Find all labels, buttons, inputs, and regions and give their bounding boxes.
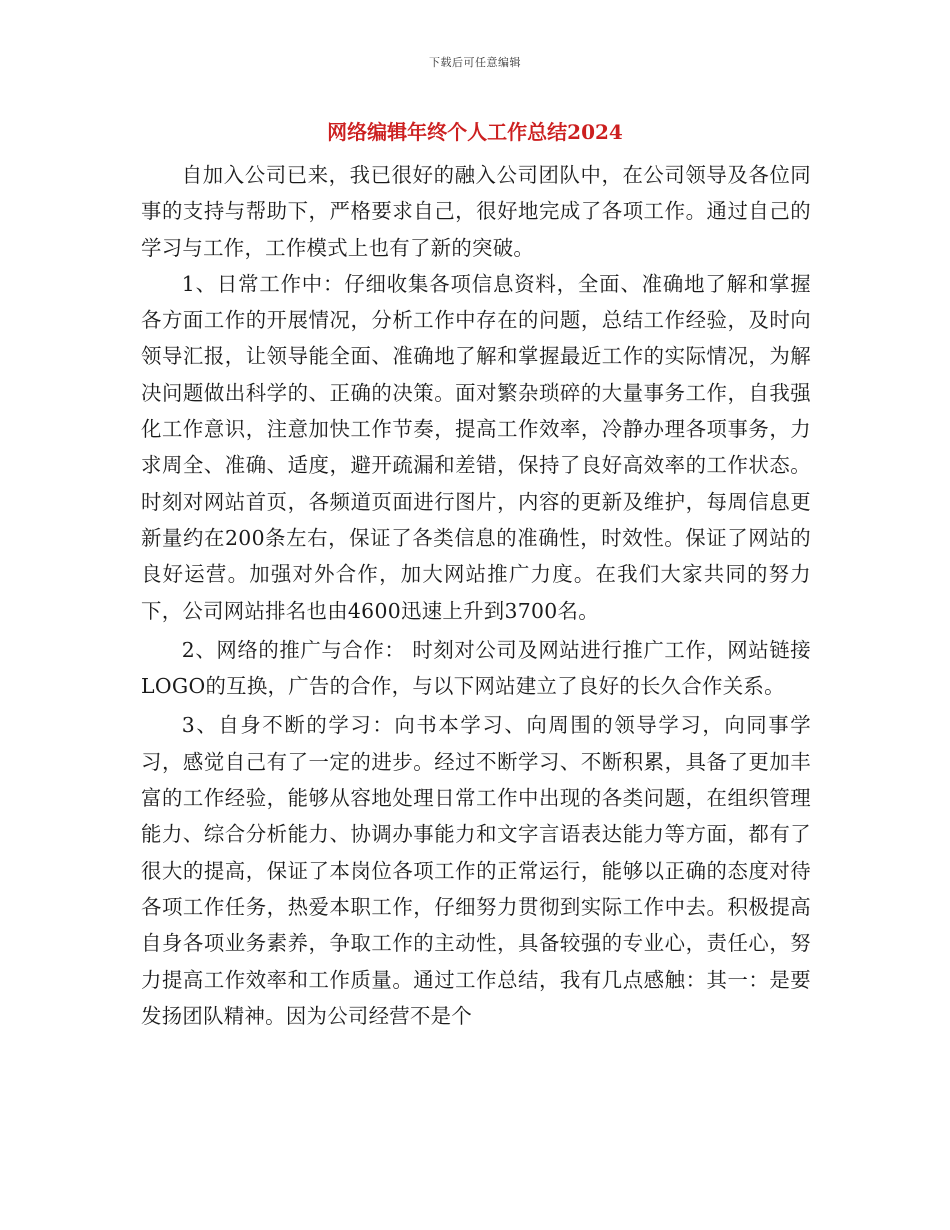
paragraph-self-learning: 3、自身不断的学习：向书本学习、向周围的领导学习，向同事学习，感觉自己有了一定的进步。经过不断学习、不断积累，具备了更加丰富的工作经验，能够从容地处理日常工作中出现的各类问题，在组织管理能力、综合分析能力、协调办事能力和文字言语表达能力等方面，都有了很大的提高，保证了本岗位各项工作的正常运行，能够以正确的态度对待各项工作任务，热爱本职工作，仔细努力贯彻到实际工作中去。积极提高自身各项业务素养，争取工作的主动性，具备较强的专业心，责任心，努力提高工作效率和工作质量。通过工作总结，我有几点感触：其一：是要发扬团队精神。因为公司经营不是个 <box>141 713 811 1028</box>
document-title: 网络编辑年终个人工作总结2024 <box>327 120 623 144</box>
document-body <box>141 157 811 1034</box>
page-header-note: 下载后可任意编辑 <box>429 56 521 69</box>
paragraph-daily-work: 1、日常工作中：仔细收集各项信息资料，全面、准确地了解和掌握各方面工作的开展情况，分析工作中存在的问题，总结工作经验，及时向领导汇报，让领导能全面、准确地了解和掌握最近工作的实际情况，为解决问题做出科学的、正确的决策。面对繁杂琐碎的大量事务工作，自我强化工作意识，注意加快工作节奏，提高工作效率，冷静办理各项事务，力求周全、准确、适度，避开疏漏和差错，保持了良好高效率的工作状态。时刻对网站首页，各频道页面进行图片，内容的更新及维护，每周信息更新量约在200条左右，保证了各类信息的准确性，时效性。保证了网站的良好运营。加强对外合作，加大网站推广力度。在我们大家共同的努力下，公司网站排名也由4600迅速上升到3700名。 <box>141 271 811 623</box>
paragraph-intro: 自加入公司已来，我已很好的融入公司团队中，在公司领导及各位同事的支持与帮助下，严格要求自己，很好地完成了各项工作。通过自己的学习与工作，工作模式上也有了新的突破。 <box>141 163 811 260</box>
paragraph-promotion: 2、网络的推广与合作： 时刻对公司及网站进行推广工作，网站链接LOGO的互换，广告的合作，与以下网站建立了良好的长久合作关系。 <box>141 637 811 699</box>
